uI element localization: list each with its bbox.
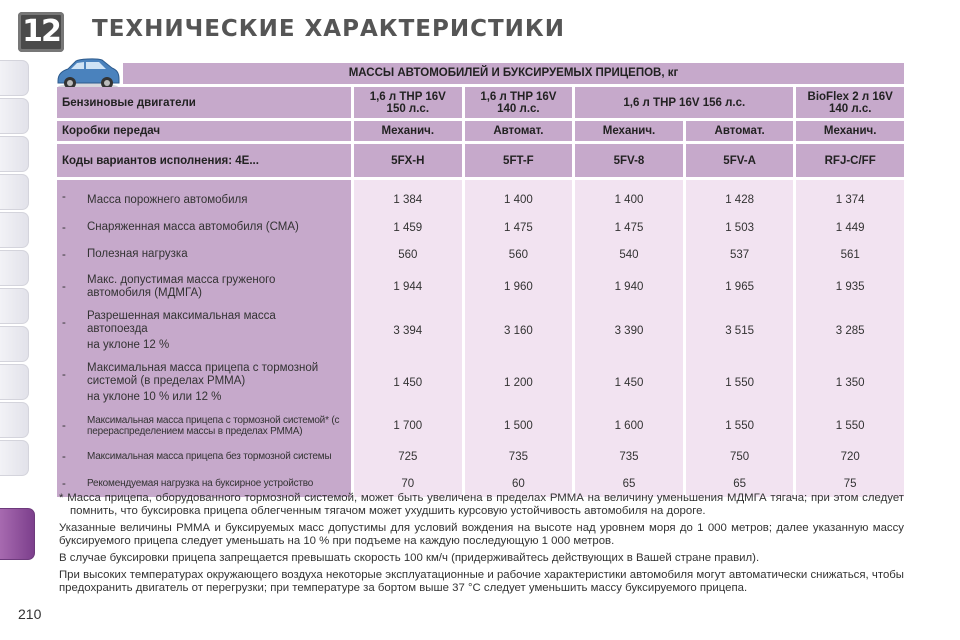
table-cell: 60 xyxy=(465,470,573,497)
table-cell: 1 940 xyxy=(575,268,683,305)
table-cell: 560 xyxy=(465,241,573,268)
table-cell: 735 xyxy=(575,443,683,470)
chapter-badge: 12 xyxy=(18,12,64,52)
table-row-label: - Макс. допустимая масса груженого автомобиля (МДМГА) xyxy=(57,268,351,305)
chapter-tab[interactable] xyxy=(0,326,29,362)
engine-header: 1,6 л THP 16V 140 л.с. xyxy=(465,87,573,118)
chapter-tab[interactable] xyxy=(0,250,29,286)
table-row-label: - Максимальная масса прицепа с тормозной системой* (с перераспределением массы в пределах РММА) xyxy=(57,409,351,443)
chapter-tab[interactable] xyxy=(0,288,29,324)
table-cell: 1 428 xyxy=(686,180,794,214)
table-cell: 1 550 xyxy=(796,409,904,443)
table-cell: 3 160 xyxy=(465,305,573,357)
engine-header: BioFlex 2 л 16V 140 л.с. xyxy=(796,87,904,118)
codes-label: Коды вариантов исполнения: 4E... xyxy=(57,144,351,177)
table-cell: 3 515 xyxy=(686,305,794,357)
table-cell: 1 600 xyxy=(575,409,683,443)
note-paragraph: При высоких температурах окружающего воздуха некоторые эксплуатационные и рабочие характеристики автомобиля могут автоматически снижаться, чтобы предохранить двигатель от перегрузки; при температуре за бортом выше 37 °С следует уменьшить массу буксируемого прицепа. xyxy=(59,569,904,594)
table-cell: 1 550 xyxy=(686,357,794,409)
engines-label: Бензиновые двигатели xyxy=(57,87,351,118)
chapter-tab[interactable] xyxy=(0,440,29,476)
engine-header: 1,6 л THP 16V 156 л.с. xyxy=(575,87,793,118)
table-cell: 1 500 xyxy=(465,409,573,443)
table-cell: 735 xyxy=(465,443,573,470)
chapter-tab[interactable] xyxy=(0,364,29,400)
chapter-tab-active[interactable] xyxy=(0,508,35,560)
table-row-label: - Снаряженная масса автомобиля (СМА) xyxy=(57,214,351,241)
engine-header: 1,6 л THP 16V 150 л.с. xyxy=(354,87,462,118)
table-cell: 1 350 xyxy=(796,357,904,409)
page-number: 210 xyxy=(18,606,42,622)
table-row-label: - Максимальная масса прицепа с тормозной системой (в пределах РММА) на уклоне 10 % или 12 % xyxy=(57,357,351,409)
table-cell: 1 550 xyxy=(686,409,794,443)
code-header: 5FV-A xyxy=(686,144,794,177)
table-cell: 1 400 xyxy=(575,180,683,214)
chapter-tab[interactable] xyxy=(0,212,29,248)
table-cell: 3 285 xyxy=(796,305,904,357)
table-cell: 720 xyxy=(796,443,904,470)
table-cell: 1 374 xyxy=(796,180,904,214)
table-cell: 70 xyxy=(354,470,462,497)
table-cell: 540 xyxy=(575,241,683,268)
chapter-tab[interactable] xyxy=(0,136,29,172)
table-cell: 725 xyxy=(354,443,462,470)
mass-table xyxy=(57,63,904,497)
table-cell: 560 xyxy=(354,241,462,268)
code-header: 5FT-F xyxy=(465,144,573,177)
table-cell: 1 400 xyxy=(465,180,573,214)
page-title: ТЕХНИЧЕСКИЕ ХАРАКТЕРИСТИКИ xyxy=(92,16,565,42)
table-cell: 65 xyxy=(575,470,683,497)
table-cell: 75 xyxy=(796,470,904,497)
table-cell: 1 475 xyxy=(465,214,573,241)
table-cell: 3 394 xyxy=(354,305,462,357)
code-header: 5FX-H xyxy=(354,144,462,177)
gearbox-header: Механич. xyxy=(796,121,904,141)
table-cell: 1 450 xyxy=(575,357,683,409)
table-cell: 1 935 xyxy=(796,268,904,305)
chapter-tab[interactable] xyxy=(0,60,29,96)
table-row-label: - Разрешенная максимальная масса автопоезда на уклоне 12 % xyxy=(57,305,351,357)
chapter-tab[interactable] xyxy=(0,174,29,210)
table-banner: МАССЫ АВТОМОБИЛЕЙ И БУКСИРУЕМЫХ ПРИЦЕПОВ, кг xyxy=(123,63,904,84)
table-cell: 1 944 xyxy=(354,268,462,305)
table-row-label: - Рекомендуемая нагрузка на буксирное устройство xyxy=(57,470,351,497)
notes xyxy=(59,492,904,599)
gearbox-header: Механич. xyxy=(354,121,462,141)
footnote: * Масса прицепа, оборудованного тормозной системой, может быть увеличена в пределах РММА на величину уменьшения МДМГА тягача; при этом следует помнить, что буксировка прицепа облегченным тягачом может ухудшить курсовую устойчивость автомобиля на дороге. xyxy=(59,492,904,517)
note-paragraph: В случае буксировки прицепа запрещается превышать скорость 100 км/ч (придерживайтесь действующих в Вашей стране правил). xyxy=(59,552,760,564)
table-cell: 750 xyxy=(686,443,794,470)
table-cell: 1 475 xyxy=(575,214,683,241)
table-cell: 65 xyxy=(686,470,794,497)
gearbox-header: Механич. xyxy=(575,121,683,141)
chapter-tab[interactable] xyxy=(0,98,29,134)
note-paragraph: Указанные величины РММА и буксируемых масс допустимы для условий вождения на высоте над уровнем моря до 1 000 метров; далее указанную массу буксируемого прицепа следует уменьшать на 10 % при подъеме на каждую последующую 1 000 метров. xyxy=(59,522,904,547)
table-cell: 1 965 xyxy=(686,268,794,305)
chapter-tab[interactable] xyxy=(0,402,29,438)
table-cell: 1 449 xyxy=(796,214,904,241)
code-header: 5FV-8 xyxy=(575,144,683,177)
table-row-label: - Полезная нагрузка xyxy=(57,241,351,268)
table-row-label: - Масса порожнего автомобиля xyxy=(57,180,351,214)
gearbox-label: Коробки передач xyxy=(57,121,351,141)
table-cell: 1 384 xyxy=(354,180,462,214)
table-cell: 1 960 xyxy=(465,268,573,305)
table-cell: 1 700 xyxy=(354,409,462,443)
table-cell: 1 503 xyxy=(686,214,794,241)
table-cell: 1 200 xyxy=(465,357,573,409)
table-cell: 3 390 xyxy=(575,305,683,357)
chapter-tabs xyxy=(0,60,36,560)
code-header: RFJ-C/FF xyxy=(796,144,904,177)
table-cell: 1 450 xyxy=(354,357,462,409)
gearbox-header: Автомат. xyxy=(686,121,794,141)
table-cell: 1 459 xyxy=(354,214,462,241)
table-cell: 561 xyxy=(796,241,904,268)
table-row-label: - Максимальная масса прицепа без тормозной системы xyxy=(57,443,351,470)
table-cell: 537 xyxy=(686,241,794,268)
gearbox-header: Автомат. xyxy=(465,121,573,141)
